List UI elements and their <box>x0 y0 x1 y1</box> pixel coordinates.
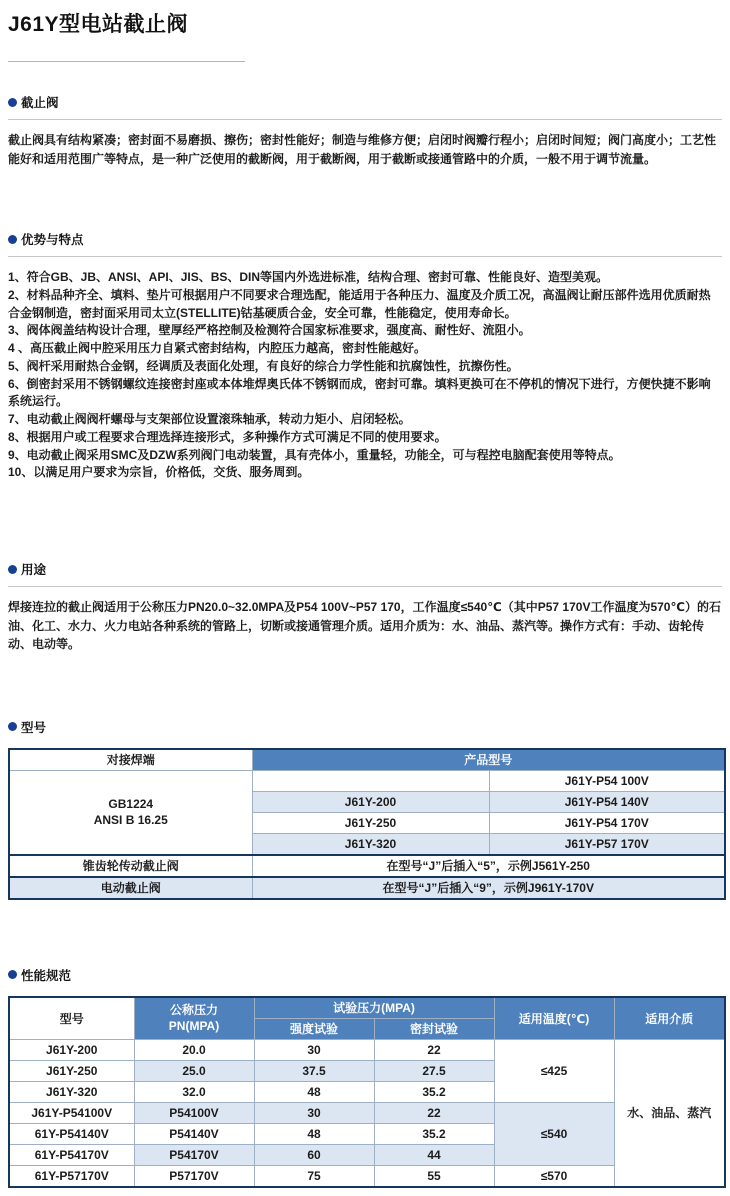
model-table <box>8 748 726 900</box>
globe-valve-description: 截止阀具有结构紧凑；密封面不易磨损、擦伤；密封性能好；制造与维修方便；启闭时阀瓣行程小；启闭时间短；阀门高度小；工艺性能好和适用范围广等特点，是一种广泛使用的截断阀，用于截断阀，用于截断或接通管路中的介质，一般不用于调节流量。 <box>8 133 717 166</box>
table-row <box>9 770 725 791</box>
section-heading-label: 截止阀 <box>21 96 59 110</box>
variant-label-cell: 电动截止阀 <box>9 877 252 899</box>
section-bullet-icon <box>8 98 17 107</box>
section-bullet-icon <box>8 565 17 574</box>
section-heading-specs <box>8 966 722 984</box>
variant-rule-cell: 在型号“J”后插入“5”，示例J561Y-250 <box>252 855 725 877</box>
temp-cell: ≤570 <box>494 1165 614 1187</box>
strength-cell: 60 <box>254 1144 374 1165</box>
section-heading-features <box>8 230 722 248</box>
feature-item: 7、电动截止阀阀杆螺母与支架部位设置滚珠轴承，转动力矩小、启闭轻松。 <box>8 412 411 427</box>
product-cell: J61Y-P54 140V <box>489 791 725 812</box>
strength-cell: 48 <box>254 1123 374 1144</box>
table-row <box>9 855 725 877</box>
variant-label-cell: 锥齿轮传动截止阀 <box>9 855 252 877</box>
model-cell: J61Y-250 <box>252 812 489 833</box>
feature-item: 5、阀杆采用耐热合金钢，经调质及表面化处理，有良好的综合力学性能和抗腐蚀性，抗擦伤性。 <box>8 358 519 373</box>
section-heading-label: 优势与特点 <box>21 233 84 248</box>
model-cell: J61Y-P54100V <box>9 1102 134 1123</box>
product-cell: J61Y-P57 170V <box>489 833 725 855</box>
strength-cell: 30 <box>254 1102 374 1123</box>
model-cell: J61Y-200 <box>9 1039 134 1060</box>
nominal-pressure-header <box>134 997 254 1040</box>
section-bullet-icon <box>8 722 17 731</box>
seal-cell: 22 <box>374 1102 494 1123</box>
seal-cell: 44 <box>374 1144 494 1165</box>
section-heading-model <box>8 718 722 736</box>
page-title: J61Y型电站截止阀 <box>8 13 189 36</box>
pn-cell: P54140V <box>134 1123 254 1144</box>
section-divider <box>8 256 722 257</box>
section-heading-label: 性能规范 <box>21 968 72 983</box>
feature-item: 1、符合GB、JB、ANSI、API、JIS、BS、DIN等国内外选进标准，结构合理、密封可靠、性能良好、造型美观。 <box>8 270 609 285</box>
model-cell: 61Y-P54140V <box>9 1123 134 1144</box>
nominal-pressure-line-1: 公称压力 <box>169 1003 218 1018</box>
test-pressure-header: 试验压力(MPA) <box>254 997 494 1019</box>
seal-cell: 35.2 <box>374 1123 494 1144</box>
section-heading-globe-valve <box>8 93 722 111</box>
section-specs <box>8 966 722 1188</box>
seal-cell: 27.5 <box>374 1060 494 1081</box>
medium-header: 适用介质 <box>614 997 725 1040</box>
nominal-pressure-line-2: PN(MPA) <box>168 1019 220 1034</box>
section-divider <box>8 119 722 120</box>
usage-description: 焊接连拉的截止阀适用于公称压力PN20.0~32.0MPA及P54 100V~P57 170，工作温度≤540℃（其中P57 170V工作温度为570℃）的石油、化工、水力、火力电站各种系统的管路上，切断或接通管理介质。适用介质为：水、油品、蒸汽等。操作方式有：手动、齿轮传动、电动等。 <box>8 600 721 652</box>
feature-item: 3、阀体阀盖结构设计合理，壁厚经严格控制及检测符合国家标准要求，强度高、耐性好、流阻小。 <box>8 323 531 338</box>
section-heading-label: 型号 <box>21 720 47 735</box>
feature-item: 6、倒密封采用不锈钢螺纹连接密封座或本体堆焊奥氏体不锈钢而成，密封可靠。填料更换可在不停机的情况下进行，方便快捷不影响系统运行。 <box>8 376 711 409</box>
section-usage <box>8 560 722 654</box>
standard-line-2: ANSI B 16.25 <box>93 813 168 828</box>
section-bullet-icon <box>8 235 17 244</box>
seal-cell: 35.2 <box>374 1081 494 1102</box>
strength-cell: 75 <box>254 1165 374 1187</box>
pn-cell: 32.0 <box>134 1081 254 1102</box>
strength-cell: 48 <box>254 1081 374 1102</box>
temp-cell: ≤540 <box>494 1102 614 1165</box>
seal-cell: 22 <box>374 1039 494 1060</box>
section-heading-usage <box>8 560 722 578</box>
features-list <box>8 269 722 482</box>
section-model <box>8 718 722 900</box>
pn-cell: P54170V <box>134 1144 254 1165</box>
table-row <box>9 1039 725 1060</box>
feature-item: 4 、高压截止阀中腔采用压力自紧式密封结构，内腔压力越高，密封性能越好。 <box>8 341 427 356</box>
model-table-header-row <box>9 749 725 771</box>
model-column-header: 型号 <box>9 997 134 1040</box>
feature-item: 8、根据用户或工程要求合理选择连接形式，多种操作方式可满足不同的使用要求。 <box>8 429 447 444</box>
spec-header-row <box>9 997 725 1019</box>
section-divider <box>8 586 722 587</box>
product-cell: J61Y-P54 170V <box>489 812 725 833</box>
temp-cell: ≤425 <box>494 1039 614 1102</box>
variant-rule-cell: 在型号“J”后插入“9”，示例J961Y-170V <box>252 877 725 899</box>
title-underline <box>8 61 245 62</box>
pn-cell: 25.0 <box>134 1060 254 1081</box>
feature-item: 2、材料品种齐全、填料、垫片可根据用户不同要求合理选配，能适用于各种压力、温度及介质工况，高温阀让耐压部件选用优质耐热合金钢制造，密封面采用司太立(STELLITE)钴基硬质合金，安全可靠，性能稳定，使用寿命长。 <box>8 287 711 320</box>
product-model-header-cell: 产品型号 <box>252 749 725 771</box>
pn-cell: P54100V <box>134 1102 254 1123</box>
seal-test-header: 密封试验 <box>374 1018 494 1039</box>
model-cell: 61Y-P57170V <box>9 1165 134 1187</box>
seal-cell: 55 <box>374 1165 494 1187</box>
strength-cell: 37.5 <box>254 1060 374 1081</box>
standard-group-cell <box>9 770 252 855</box>
strength-cell: 30 <box>254 1039 374 1060</box>
table-row <box>9 877 725 899</box>
feature-item: 10、以满足用户要求为宗旨，价格低，交货、服务周到。 <box>8 465 310 480</box>
model-cell: J61Y-320 <box>252 833 489 855</box>
temperature-header: 适用温度(℃) <box>494 997 614 1040</box>
model-cell: J61Y-320 <box>9 1081 134 1102</box>
feature-item: 9、电动截止阀采用SMC及DZW系列阀门电动装置，具有壳体小，重量轻，功能全，可与程控电脑配套使用等特点。 <box>8 447 621 462</box>
weld-end-header-cell: 对接焊端 <box>9 749 252 771</box>
model-cell: J61Y-200 <box>252 791 489 812</box>
pn-cell: 20.0 <box>134 1039 254 1060</box>
medium-cell: 水、油品、蒸汽 <box>614 1039 725 1187</box>
spec-table <box>8 996 726 1188</box>
product-cell: J61Y-P54 100V <box>489 770 725 791</box>
model-cell: J61Y-250 <box>9 1060 134 1081</box>
section-bullet-icon <box>8 970 17 979</box>
model-cell <box>252 770 489 791</box>
standard-line-1: GB1224 <box>108 797 154 812</box>
section-heading-label: 用途 <box>21 563 47 578</box>
section-globe-valve <box>8 93 722 168</box>
model-cell: 61Y-P54170V <box>9 1144 134 1165</box>
strength-test-header: 强度试验 <box>254 1018 374 1039</box>
section-features <box>8 230 722 482</box>
pn-cell: P57170V <box>134 1165 254 1187</box>
